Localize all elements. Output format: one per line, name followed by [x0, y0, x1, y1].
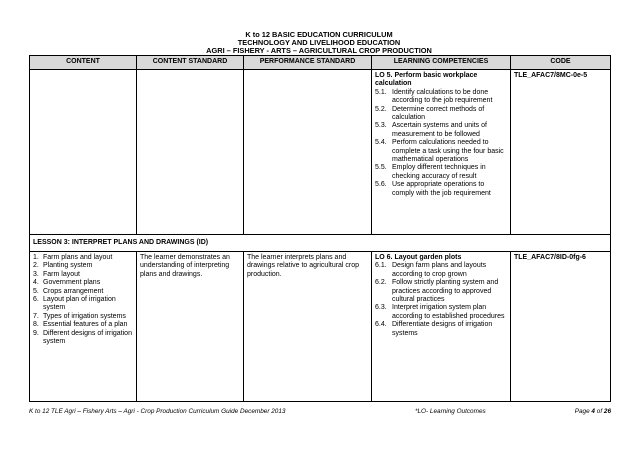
list-item: 5.3. Ascertain systems and units of measurement to be followed: [375, 122, 487, 138]
footer-doc-name: K to 12 TLE Agri – Fishery Arts – Agri - Crop Production Curriculum Guide December 2013: [29, 408, 286, 415]
content-standard-cell: The learner demonstrates an understanding of interpreting plans and drawings.: [136, 252, 243, 401]
lesson-row: [30, 234, 610, 251]
lo-title: LO 6. Layout garden plots: [375, 254, 462, 261]
footer-note: *LO- Learning Outcomes: [415, 408, 486, 415]
column-header-learning-competencies: LEARNING COMPETENCIES: [371, 56, 510, 69]
curriculum-table: [29, 55, 611, 402]
content-cell: [30, 252, 136, 401]
content-cell: [30, 70, 136, 234]
list-item: 7. Types of irrigation systems: [33, 312, 126, 320]
page-number: Page 4 of 26: [574, 408, 611, 415]
doc-title: K to 12 BASIC EDUCATION CURRICULUM: [245, 30, 393, 39]
list-item: 6. Layout plan of irrigation system: [33, 296, 116, 312]
doc-section-title: AGRI – FISHERY - ARTS – AGRICULTURAL CROP PRODUCTION: [206, 46, 432, 55]
column-header-performance-standard: PERFORMANCE STANDARD: [243, 56, 371, 69]
content-standard-cell: [136, 70, 243, 234]
lo-title: LO 5. Perform basic workplace calculation: [375, 72, 478, 88]
performance-standard-cell: The learner interprets plans and drawings relative to agricultural crop production.: [243, 252, 371, 401]
list-item: 6.3. Interpret irrigation system plan according to established procedures: [375, 304, 505, 320]
column-header-content: CONTENT: [30, 56, 136, 69]
lesson-title: LESSON 3: INTERPRET PLANS AND DRAWINGS (ID): [33, 239, 209, 246]
list-item: 5.2. Determine correct methods of calculation: [375, 105, 485, 122]
table-row: [30, 251, 610, 401]
content-list: [33, 254, 133, 346]
competency-list: [375, 262, 507, 338]
list-item: 4. Government plans: [33, 279, 101, 287]
table-header-row: [30, 56, 610, 69]
performance-standard-cell: [243, 70, 371, 234]
column-header-code: CODE: [510, 56, 610, 69]
list-item: 5.1. Identify calculations to be done according to the job requirement: [375, 88, 493, 105]
code-cell: TLE_AFAC7/8MC-0e-5: [510, 70, 610, 234]
list-item: 6.2. Follow strictly planting system and practices according to approved cultural practices: [375, 279, 499, 304]
list-item: 9. Different designs of irrigation system: [33, 329, 132, 346]
doc-subtitle: TECHNOLOGY AND LIVELIHOOD EDUCATION: [237, 38, 401, 47]
list-item: 5.6. Use appropriate operations to comply with the job requirement: [375, 181, 491, 197]
table-row: [30, 69, 610, 234]
learning-competencies-cell: [371, 252, 510, 401]
column-header-content-standard: CONTENT STANDARD: [136, 56, 243, 69]
list-item: 3. Farm layout: [33, 270, 80, 278]
list-item: 5. Crops arrangement: [33, 287, 104, 295]
list-item: 1. Farm plans and layout: [33, 254, 113, 261]
list-item: 8. Essential features of a plan: [33, 321, 128, 329]
list-item: 6.4. Differentiate designs of irrigation systems: [375, 321, 493, 337]
list-item: 6.1. Design farm plans and layouts according to crop grown: [375, 262, 487, 278]
list-item: 2. Planting system: [33, 262, 93, 270]
learning-competencies-cell: [371, 70, 510, 234]
list-item: 5.5. Employ different techniques in checking accuracy of result: [375, 164, 486, 180]
competency-list: [375, 89, 507, 198]
code-cell: TLE_AFAC7/8ID-0fg-6: [510, 252, 610, 401]
list-item: 5.4. Perform calculations needed to complete a task using the four basic mathematical operations: [375, 139, 504, 164]
